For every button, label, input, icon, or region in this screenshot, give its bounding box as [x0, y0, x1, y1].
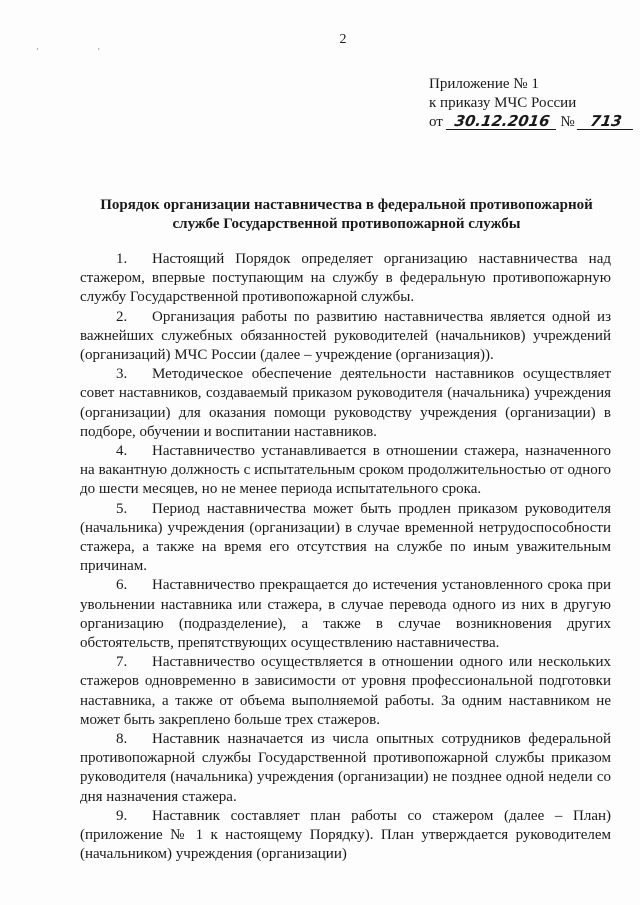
- paragraph-4: [80, 442, 611, 500]
- paragraph-number: 5.: [116, 500, 128, 517]
- paragraph-number: 2.: [116, 308, 128, 325]
- paragraph-number: 9.: [116, 807, 128, 824]
- appendix-line-2: к приказу МЧС России: [429, 95, 577, 111]
- paragraph-number: 1.: [116, 251, 128, 267]
- paragraph-6: [80, 576, 611, 653]
- paragraph-2: [80, 308, 611, 366]
- paragraph-1: [80, 250, 611, 308]
- paragraph-text: Методическое обеспечение деятельности наставников осуществляет совет наставников, создаваемый приказом руководителя (начальника) учреждения (организации) для оказания помощи руководству учреждения (организации) в подборе, обучении и воспитании наставников.: [80, 366, 611, 440]
- from-label: от: [429, 114, 443, 130]
- appendix-line-1: Приложение № 1: [429, 76, 539, 92]
- paragraph-text: Наставник назначается из числа опытных сотрудников федеральной противопожарной службы Государственной противопожарной службы приказом руководителя (начальника) учреждения (организации) не позднее одной недели со дня назначения стажера.: [80, 731, 611, 805]
- document-title: Порядок организации наставничества в федеральной противопожарной службе Государственной противопожарной службы: [100, 197, 593, 232]
- paragraph-text: Период наставничества может быть продлен приказом руководителя (начальника) учреждения (организации) в случае временной нетрудоспособности стажера, а также на время его отсутствия на службе по иным уважительным причинам.: [80, 500, 611, 575]
- paragraph-number: 8.: [116, 731, 128, 748]
- page-number: 2: [339, 32, 347, 47]
- paragraph-text: Наставничество прекращается до истечения установленного срока при увольнении наставника или стажера, в случае перевода одного из них в другую организацию (подразделение), а также в случае возникновения других обстоятельств, препятствующих осуществлению наставничества.: [80, 577, 611, 652]
- paragraph-5: [80, 500, 611, 577]
- paragraph-number: 7.: [116, 654, 128, 671]
- paragraph-text: Наставничество осуществляется в отношении одного или нескольких стажеров одновременно в зависимости от уровня профессиональной подготовки наставника, а также от объема выполняемой работы. За одним наставником не может быть закреплено больше трех стажеров.: [80, 654, 611, 728]
- scan-specks: · ·: [36, 44, 129, 54]
- paragraph-7: [80, 653, 611, 730]
- paragraph-text: Организация работы по развитию наставничества является одной из важнейших служебных обязанностей руководителей (начальников) учреждений (организаций) МЧС России (далее – учреждение (организация)).: [80, 308, 611, 364]
- paragraph-text: Наставничество устанавливается в отношении стажера, назначенного на вакантную должность с испытательным сроком продолжительностью от одного до шести месяцев, но не менее периода испытательного срока.: [80, 443, 611, 498]
- appendix-header: [429, 75, 634, 132]
- paragraph-number: 4.: [116, 443, 128, 460]
- handwritten-date: 30.12.2016: [445, 114, 557, 130]
- number-label: №: [560, 114, 575, 130]
- paragraph-text: Наставник составляет план работы со стажером (далее – План) (приложение № 1 к настоящему Порядку). План утверждается руководителем (начальником) учреждения (организации): [80, 807, 611, 863]
- handwritten-number: 713: [577, 114, 635, 130]
- paragraph-number: 6.: [116, 577, 128, 594]
- paragraph-9: [80, 807, 611, 865]
- document-body: [80, 250, 611, 865]
- paragraph-8: [80, 730, 611, 807]
- paragraph-3: [80, 365, 611, 442]
- appendix-line-3: [429, 113, 634, 132]
- paragraph-text: Настоящий Порядок определяет организацию наставничества над стажером, впервые поступающим на службу в федеральную противопожарную службу Государственной противопожарной службы.: [80, 251, 611, 306]
- paragraph-number: 3.: [116, 366, 128, 383]
